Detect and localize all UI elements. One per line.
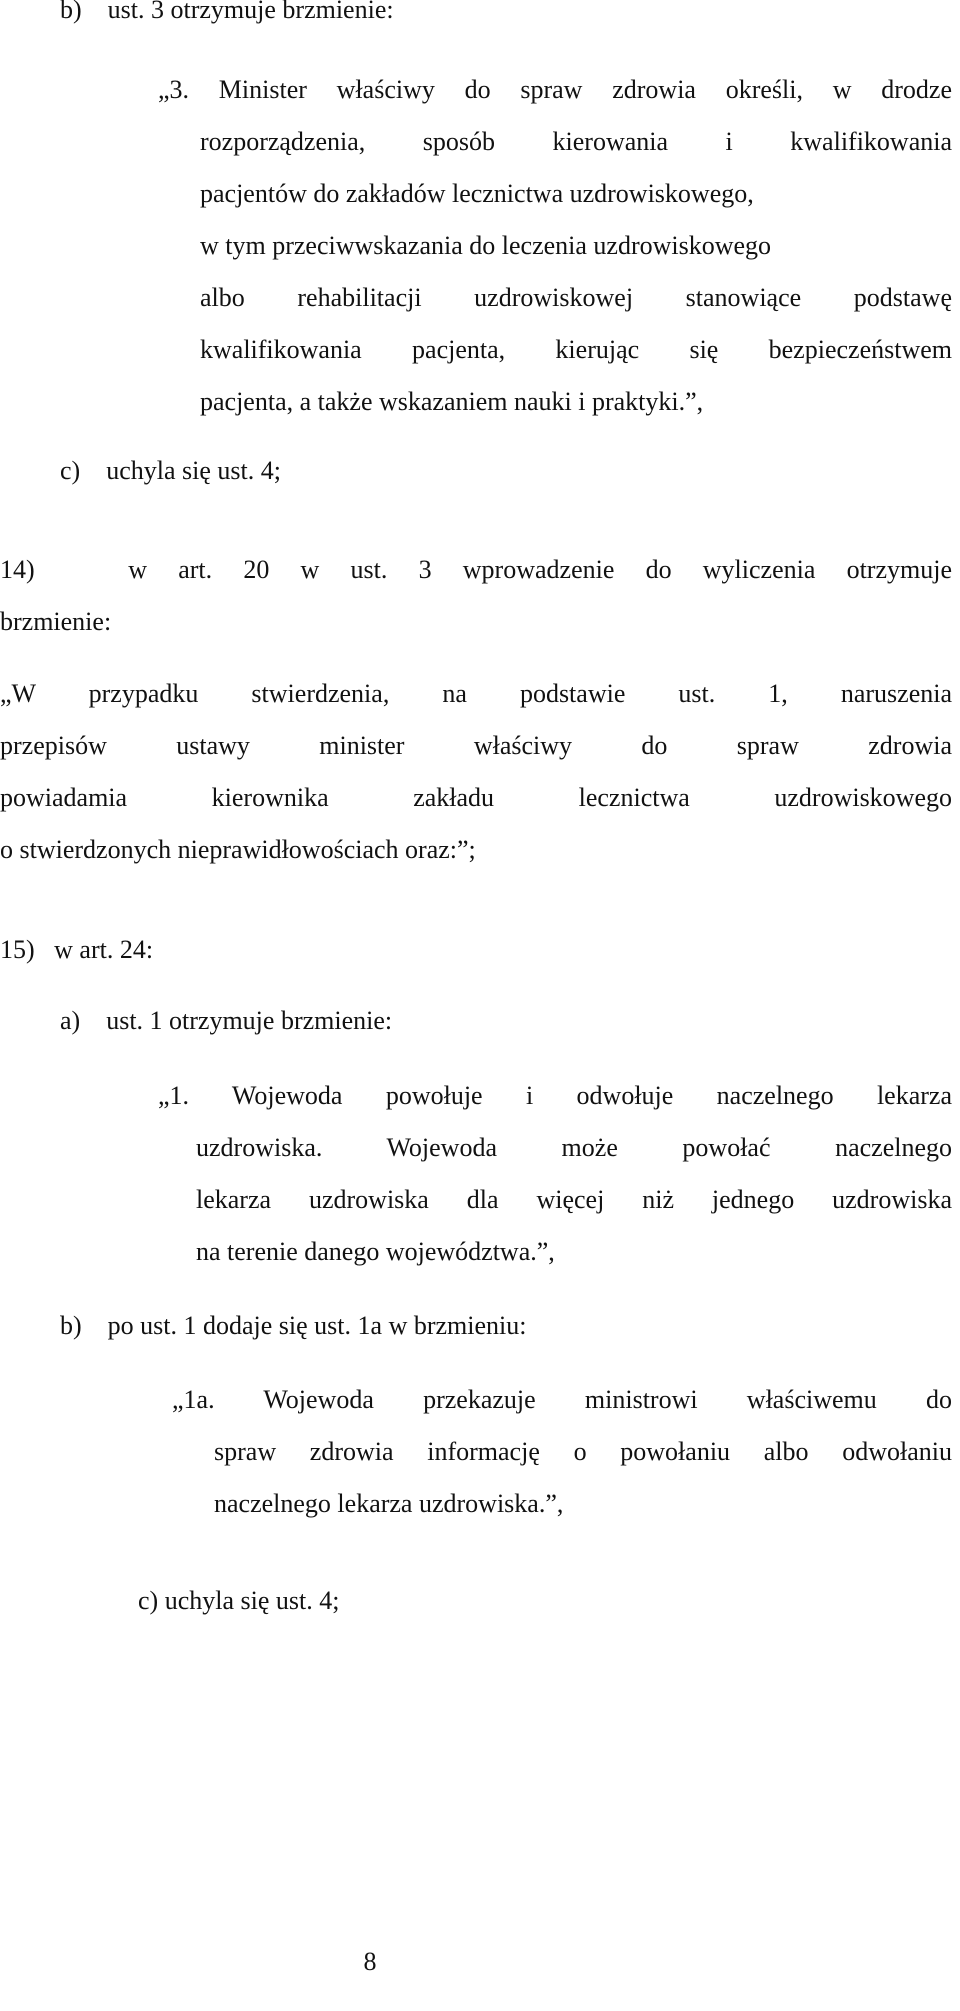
text-line: „3. Minister właściwy do spraw zdrowia określi, w drodze bbox=[158, 75, 952, 104]
text-line: rozporządzenia, sposób kierowania i kwalifikowania bbox=[200, 127, 952, 156]
text-line: spraw zdrowia informację o powołaniu albo odwołaniu bbox=[214, 1437, 952, 1466]
text-line: „1. Wojewoda powołuje i odwołuje naczelnego lekarza bbox=[158, 1081, 952, 1110]
text-line: lekarza uzdrowiska dla więcej niż jednego uzdrowiska bbox=[196, 1185, 952, 1214]
text-line: b) ust. 3 otrzymuje brzmienie: bbox=[60, 0, 394, 24]
text-line: „1a. Wojewoda przekazuje ministrowi właściwemu do bbox=[172, 1385, 952, 1414]
text-line: naczelnego lekarza uzdrowiska.”, bbox=[214, 1489, 564, 1518]
text-line: kwalifikowania pacjenta, kierując się bezpieczeństwem bbox=[200, 335, 952, 364]
text-line: albo rehabilitacji uzdrowiskowej stanowiące podstawę bbox=[200, 283, 952, 312]
text-line: na terenie danego województwa.”, bbox=[196, 1237, 555, 1266]
text-line: pacjenta, a także wskazaniem nauki i praktyki.”, bbox=[200, 387, 704, 416]
text-line: uzdrowiska. Wojewoda może powołać naczelnego bbox=[196, 1133, 952, 1162]
text-line: 14) w art. 20 w ust. 3 wprowadzenie do wyliczenia otrzymuje bbox=[0, 555, 952, 584]
text-line: c) uchyla się ust. 4; bbox=[138, 1586, 340, 1615]
text-line: przepisów ustawy minister właściwy do spraw zdrowia bbox=[0, 731, 952, 760]
text-line: c) uchyla się ust. 4; bbox=[60, 456, 281, 485]
text-line: pacjentów do zakładów lecznictwa uzdrowiskowego, bbox=[200, 179, 754, 208]
text-line: w tym przeciwwskazania do leczenia uzdrowiskowego bbox=[200, 231, 772, 260]
page-number: 8 bbox=[363, 1947, 377, 1976]
text-line: powiadamia kierownika zakładu lecznictwa uzdrowiskowego bbox=[0, 783, 952, 812]
text-line: „W przypadku stwierdzenia, na podstawie ust. 1, naruszenia bbox=[0, 679, 952, 708]
text-line: a) ust. 1 otrzymuje brzmienie: bbox=[60, 1006, 393, 1035]
text-line: 15) w art. 24: bbox=[0, 935, 154, 964]
text-line: b) po ust. 1 dodaje się ust. 1a w brzmieniu: bbox=[60, 1311, 527, 1340]
text-line: brzmienie: bbox=[0, 607, 112, 636]
text-line: o stwierdzonych nieprawidłowościach oraz:”; bbox=[0, 835, 476, 864]
